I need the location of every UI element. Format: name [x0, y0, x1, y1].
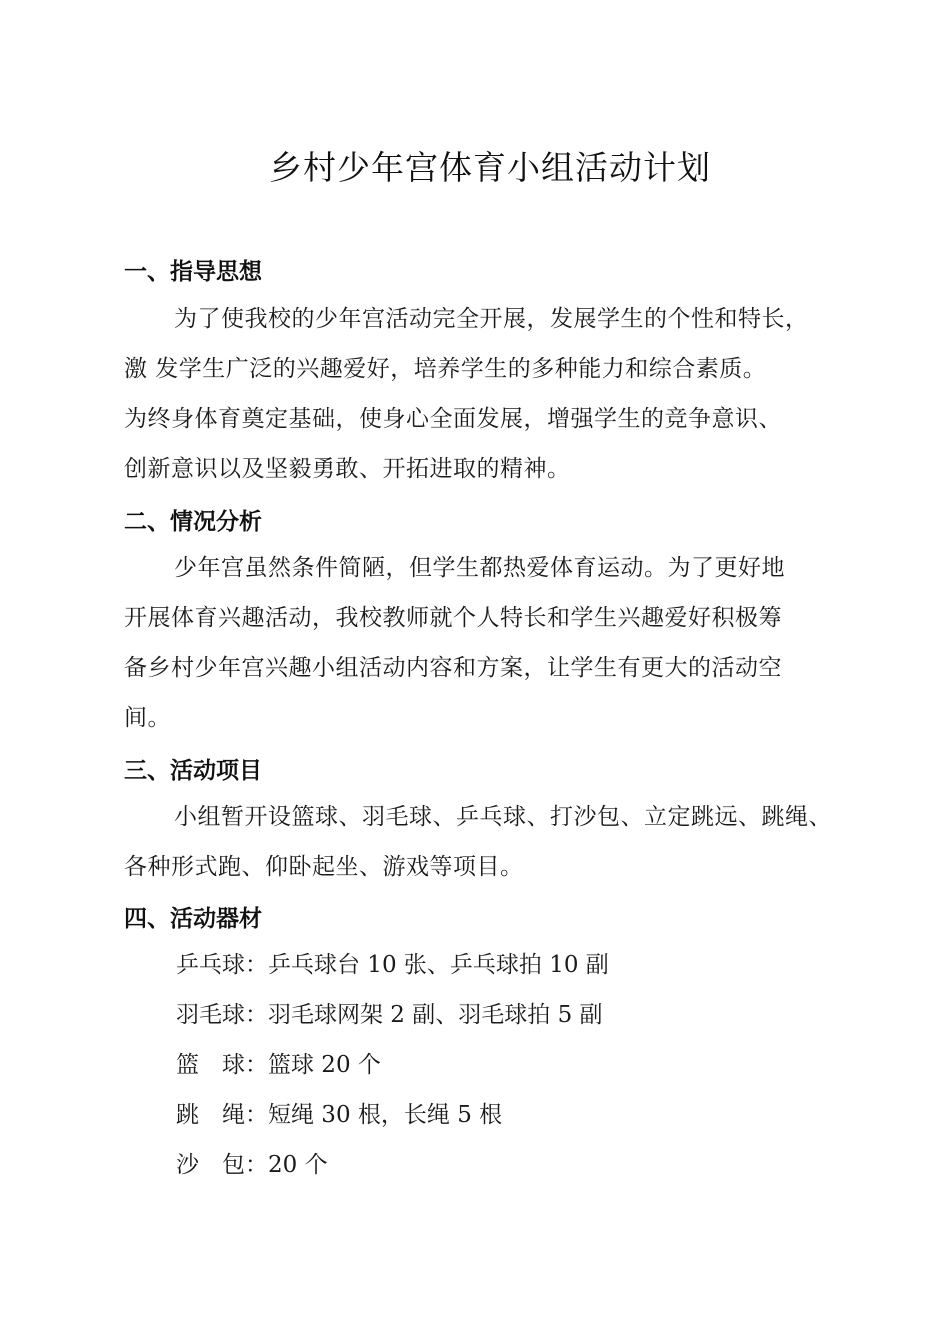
paragraph-line: 各种形式跑、仰卧起坐、游戏等项目。: [124, 854, 524, 880]
equipment-item: 乒乓球：乒乓球台 10 张、乒乓球拍 10 副: [176, 952, 609, 978]
section-heading-situation-analysis: 二、情况分析: [124, 509, 262, 535]
section-heading-equipment: 四、活动器材: [124, 906, 262, 932]
paragraph-line: 为了使我校的少年宫活动完全开展，发展学生的个性和特长，: [174, 306, 809, 332]
paragraph-line: 为终身体育奠定基础，使身心全面发展，增强学生的竞争意识、: [124, 406, 782, 432]
document-title: 乡村少年宫体育小组活动计划: [269, 148, 711, 187]
paragraph-line: 开展体育兴趣活动，我校教师就个人特长和学生兴趣爱好积极筹: [124, 605, 782, 631]
equipment-item: 篮 球：篮球 20 个: [176, 1052, 381, 1078]
section-heading-activity-items: 三、活动项目: [124, 758, 262, 784]
paragraph-line: 备乡村少年宫兴趣小组活动内容和方案，让学生有更大的活动空: [124, 655, 782, 681]
equipment-item: 沙 包：20 个: [176, 1152, 328, 1178]
paragraph-line: 激 发学生广泛的兴趣爱好，培养学生的多种能力和综合素质。: [124, 356, 767, 382]
paragraph-line: 少年宫虽然条件简陋，但学生都热爱体育运动。为了更好地: [174, 555, 785, 581]
paragraph-line: 间。: [124, 705, 171, 731]
equipment-list: [176, 940, 609, 1190]
section-body-guiding-thought: [124, 294, 844, 494]
section-body-activity-items: [124, 792, 844, 892]
section-body-situation-analysis: [124, 543, 844, 743]
equipment-item: 跳 绳：短绳 30 根，长绳 5 根: [176, 1102, 503, 1128]
paragraph-line: 创新意识以及坚毅勇敢、开拓进取的精神。: [124, 456, 571, 482]
equipment-item: 羽毛球：羽毛球网架 2 副、羽毛球拍 5 副: [176, 1002, 603, 1028]
paragraph-line: 小组暂开设篮球、羽毛球、乒乓球、打沙包、立定跳远、跳绳、: [174, 804, 832, 830]
section-heading-guiding-thought: 一、指导思想: [124, 259, 262, 285]
